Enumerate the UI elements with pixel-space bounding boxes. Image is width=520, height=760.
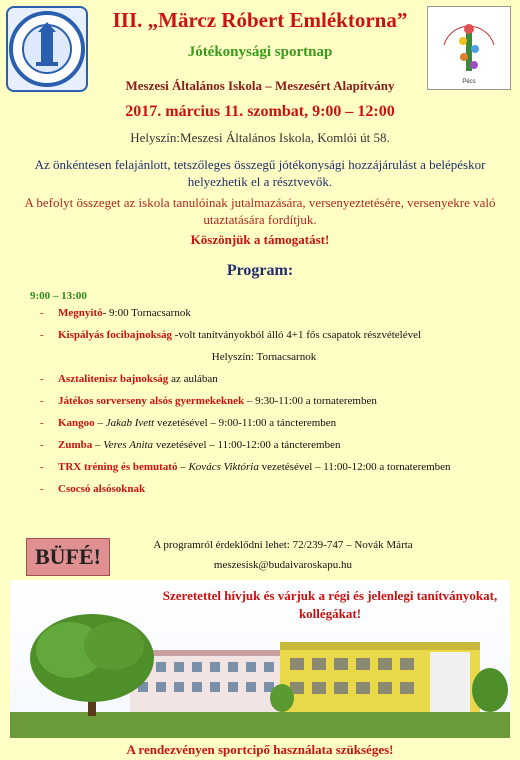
program-item-person: Kovács Viktória xyxy=(188,461,259,473)
event-date: 2017. március 11. szombat, 9:00 – 12:00 xyxy=(125,103,395,120)
program-item-detail: vezetésével – 11:00-12:00 a tornateremben xyxy=(258,461,451,473)
program-item-dash: – xyxy=(92,439,104,451)
program-item-detail: az aulában xyxy=(168,373,218,385)
contact-phone: A programról érdeklődni lehet: 72/239-747 – Novák Márta xyxy=(153,539,413,551)
event-subtitle: Jótékonysági sportnap xyxy=(187,44,333,60)
program-item-opening xyxy=(40,306,500,320)
list-dash: - xyxy=(40,307,44,319)
program-item-football xyxy=(40,328,500,364)
program-item-title: Játékos sorverseny alsós gyermekeknek xyxy=(58,395,245,407)
program-item-title: Kangoo xyxy=(58,417,95,429)
program-item-detail: vezetésével – 11:00-12:00 a táncteremben xyxy=(153,439,341,451)
program-item-person: Jakab Ivett xyxy=(105,417,155,429)
program-item-dash: – xyxy=(177,461,189,473)
event-location: Helyszín:Meszesi Általános Iskola, Komlói út 58. xyxy=(130,130,390,145)
program-item-title: Csocsó alsósoknak xyxy=(58,483,146,495)
svg-text:Pécs: Pécs xyxy=(462,79,476,85)
organizers: Meszesi Általános Iskola – Meszesért Alapítvány xyxy=(125,78,395,93)
list-dash: - xyxy=(40,483,44,495)
program-item-title: TRX tréning és bemutató xyxy=(58,461,178,473)
list-dash: - xyxy=(40,373,44,385)
donation-text: Az önkéntesen felajánlott, tetszőleges összegű jótékonysági hozzájárulást a belépéskor helyezhetik el a résztvevők. xyxy=(34,157,486,189)
program-item-location: Helyszín: Tornacsarnok xyxy=(211,351,317,363)
program-item-dash: – xyxy=(94,417,106,429)
invite-text: Szeretettel hívjuk és várjuk a régi és jelenlegi tanítványokat, kollégákat! xyxy=(162,588,498,621)
club-logo-icon xyxy=(8,8,86,90)
school-logo xyxy=(427,6,511,90)
list-dash: - xyxy=(40,439,44,451)
buffet-label: BÜFÉ! xyxy=(26,538,110,576)
program-item-title: Zumba xyxy=(58,439,93,451)
club-logo xyxy=(6,6,88,92)
list-dash: - xyxy=(40,461,44,473)
list-dash: - xyxy=(40,329,44,341)
footer-notice: A rendezvényen sportcipő használata szükséges! xyxy=(126,742,394,757)
program-item-detail: – 9:30-11:00 a tornateremben xyxy=(244,395,377,407)
usage-text: A befolyt összeget az iskola tanulóinak jutalmazására, versenyeztetésére, versenyekre való utaztatására fordítjuk. xyxy=(24,195,496,227)
program-item-detail: - 9:00 Tornacsarnok xyxy=(102,307,191,319)
program-item-title: Asztalitenisz bajnokság xyxy=(58,373,169,385)
program-item-relay xyxy=(40,394,500,408)
program-item-kangoo xyxy=(40,416,500,430)
program-item-detail: vezetésével – 9:00-11:00 a táncteremben xyxy=(154,417,337,429)
list-dash: - xyxy=(40,395,44,407)
program-time: 9:00 – 13:00 xyxy=(30,290,87,302)
program-list xyxy=(40,306,500,504)
program-item-trx xyxy=(40,460,500,474)
program-item-zumba xyxy=(40,438,500,452)
list-dash: - xyxy=(40,417,44,429)
program-heading: Program: xyxy=(226,262,294,279)
program-item-foosball xyxy=(40,482,500,496)
program-item-tabletennis xyxy=(40,372,500,386)
program-item-title: Megnyitó xyxy=(58,307,103,319)
event-title: III. „Märcz Róbert Emléktorna” xyxy=(112,8,408,32)
contact-info xyxy=(118,535,448,575)
program-item-person: Veres Anita xyxy=(103,439,154,451)
school-logo-icon xyxy=(428,7,510,89)
program-item-detail: -volt tanítványokból álló 4+1 fős csapatok részvételével xyxy=(172,329,422,341)
thanks-text: Köszönjük a támogatást! xyxy=(190,232,330,247)
contact-email: meszesisk@budaivaroskapu.hu xyxy=(213,559,353,571)
program-item-title: Kispályás focibajnokság xyxy=(58,329,172,341)
